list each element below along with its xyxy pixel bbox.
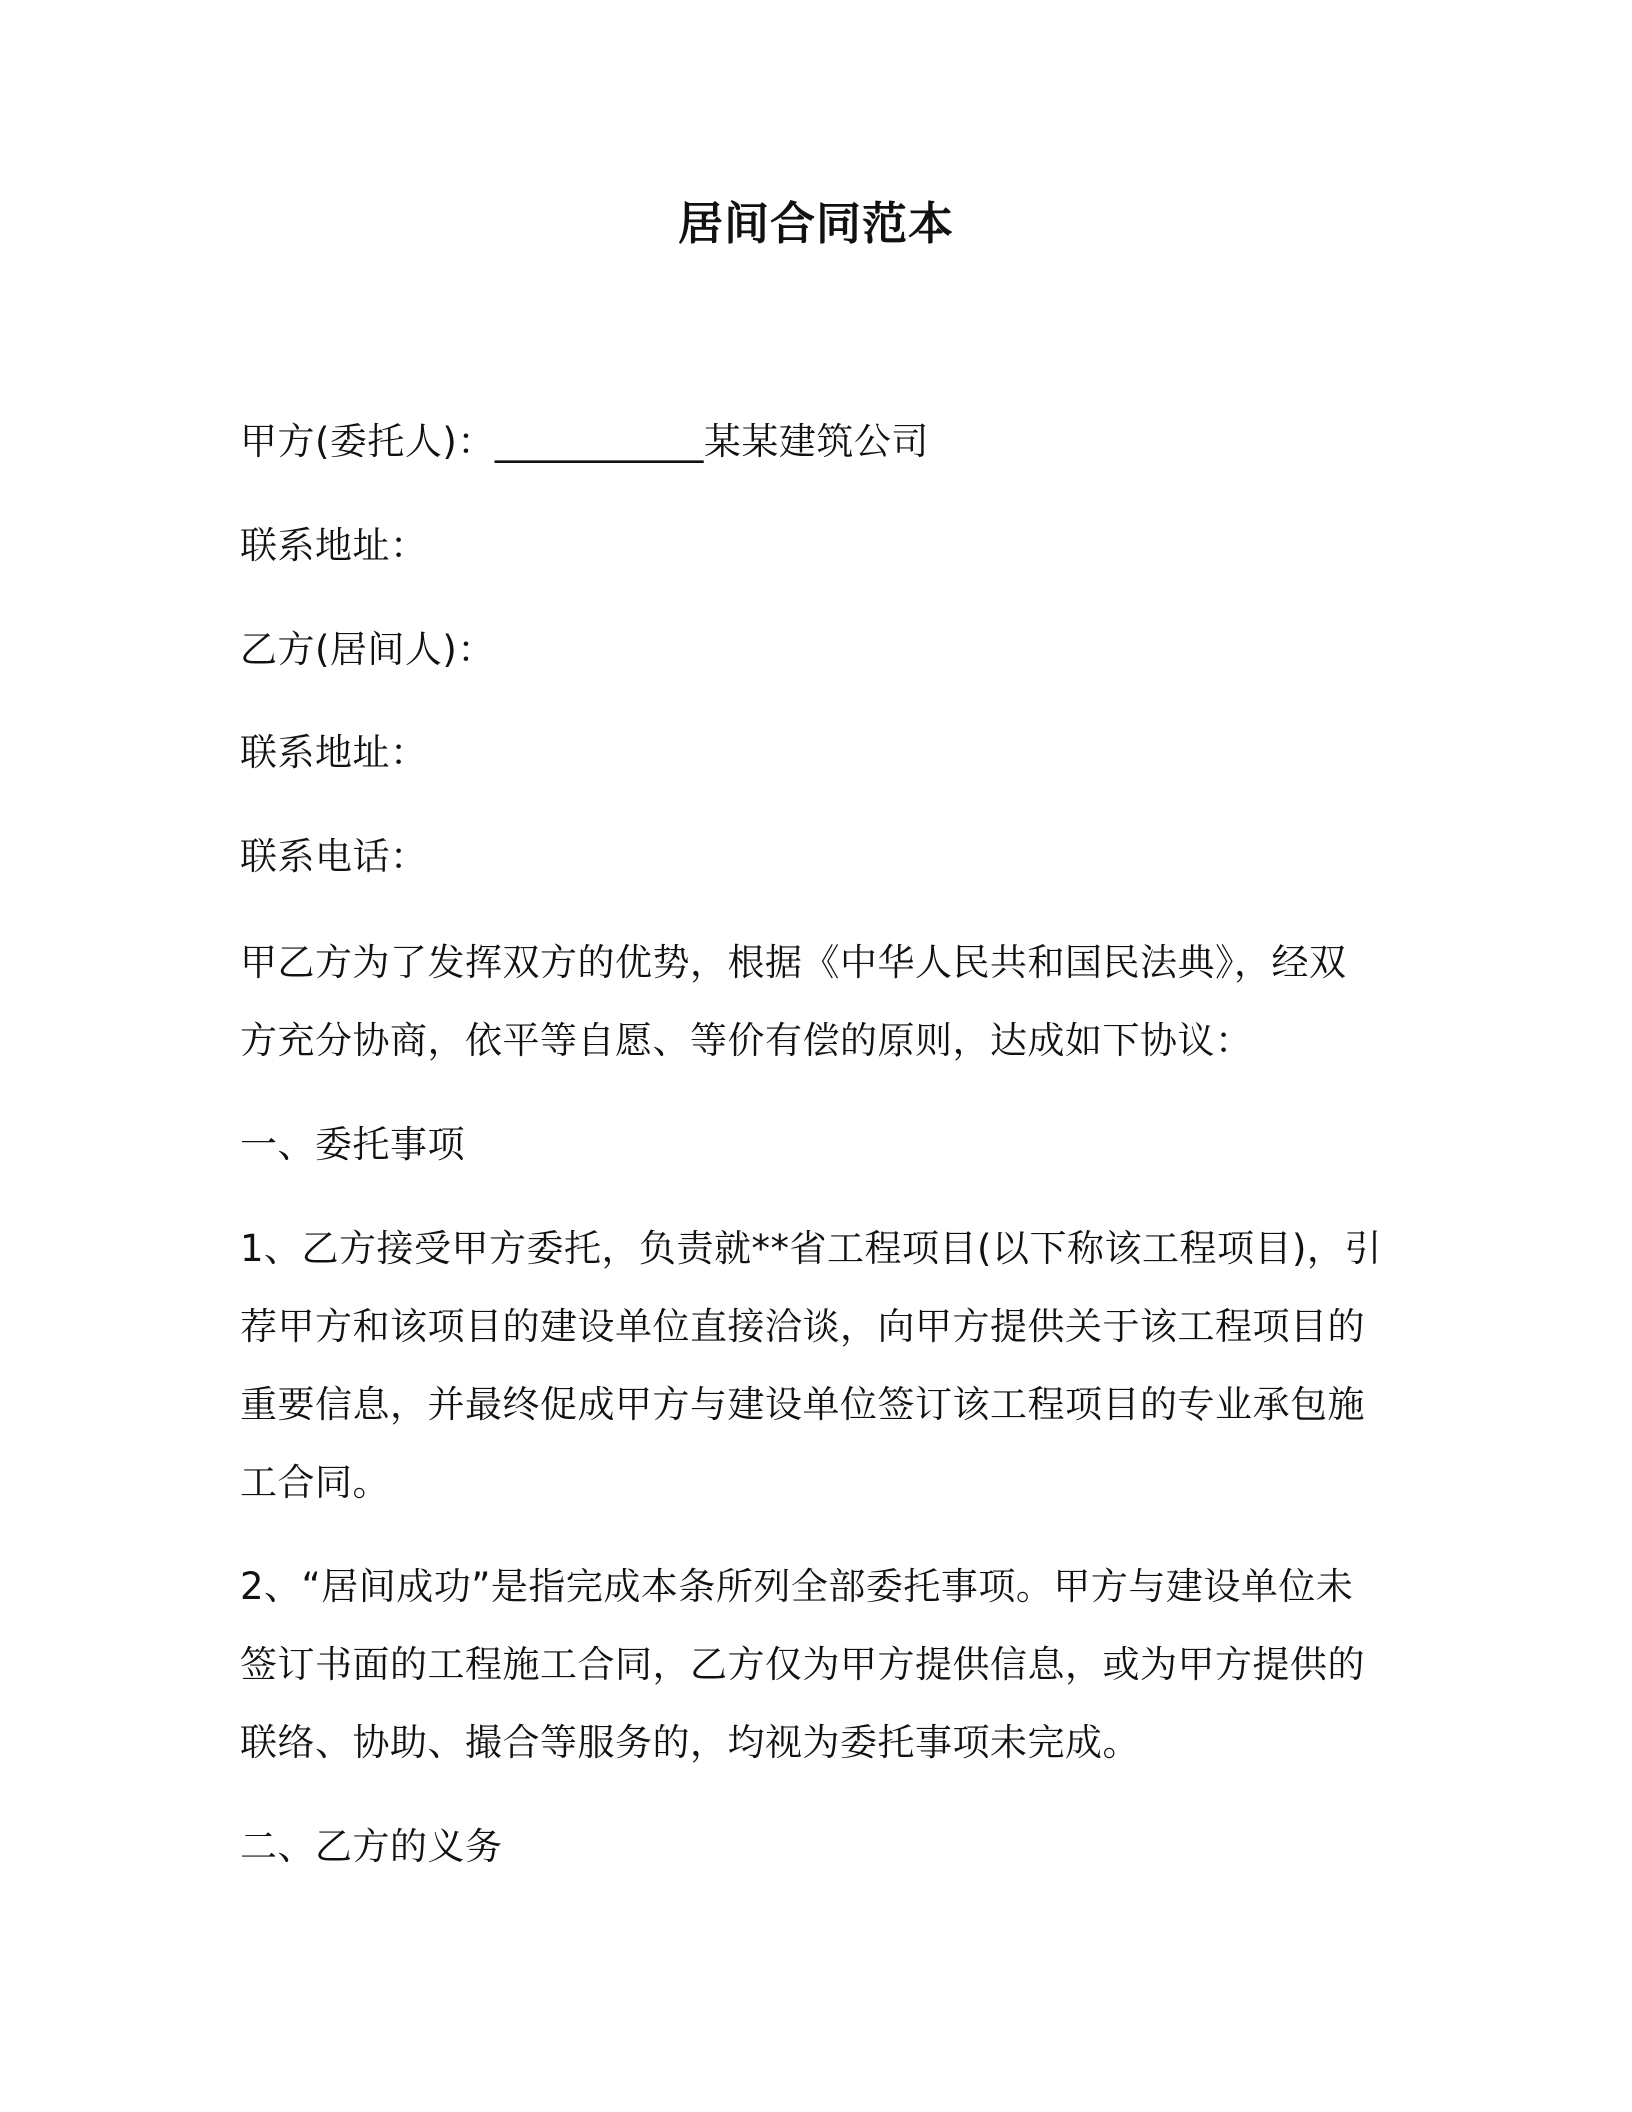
preamble-line-2: 方充分协商，依平等自愿、等价有偿的原则，达成如下协议：: [240, 1019, 1253, 1062]
party-b-phone-line: 联系电话：: [240, 835, 428, 878]
section-heading-2: 二、乙方的义务: [240, 1825, 503, 1868]
section-heading-1: 一、委托事项: [240, 1123, 465, 1166]
document-title: 居间合同范本: [677, 197, 954, 250]
preamble-line-1: 甲乙方为了发挥双方的优势，根据《中华人民共和国民法典》，经双: [240, 941, 1347, 984]
clause-2-line-2: 签订书面的工程施工合同，乙方仅为甲方提供信息，或为甲方提供的: [240, 1643, 1365, 1686]
party-b-address-line: 联系地址：: [240, 731, 428, 774]
clause-1-line-1: 1、乙方接受甲方委托，负责就**省工程项目(以下称该工程项目)，引: [240, 1227, 1382, 1270]
party-a-line: 甲方(委托人)：___________某某建筑公司: [240, 420, 929, 463]
clause-2-line-1: 2、“居间成功”是指完成本条所列全部委托事项。甲方与建设单位未: [240, 1565, 1354, 1608]
clause-1-line-4: 工合同。: [240, 1461, 390, 1504]
clause-1-line-3: 重要信息，并最终促成甲方与建设单位签订该工程项目的专业承包施: [240, 1383, 1365, 1426]
party-b-line: 乙方(居间人)：: [240, 628, 495, 671]
party-a-address-line: 联系地址：: [240, 524, 428, 567]
clause-1-line-2: 荐甲方和该项目的建设单位直接洽谈，向甲方提供关于该工程项目的: [240, 1305, 1365, 1348]
clause-2-line-3: 联络、协助、撮合等服务的，均视为委托事项未完成。: [240, 1721, 1140, 1764]
